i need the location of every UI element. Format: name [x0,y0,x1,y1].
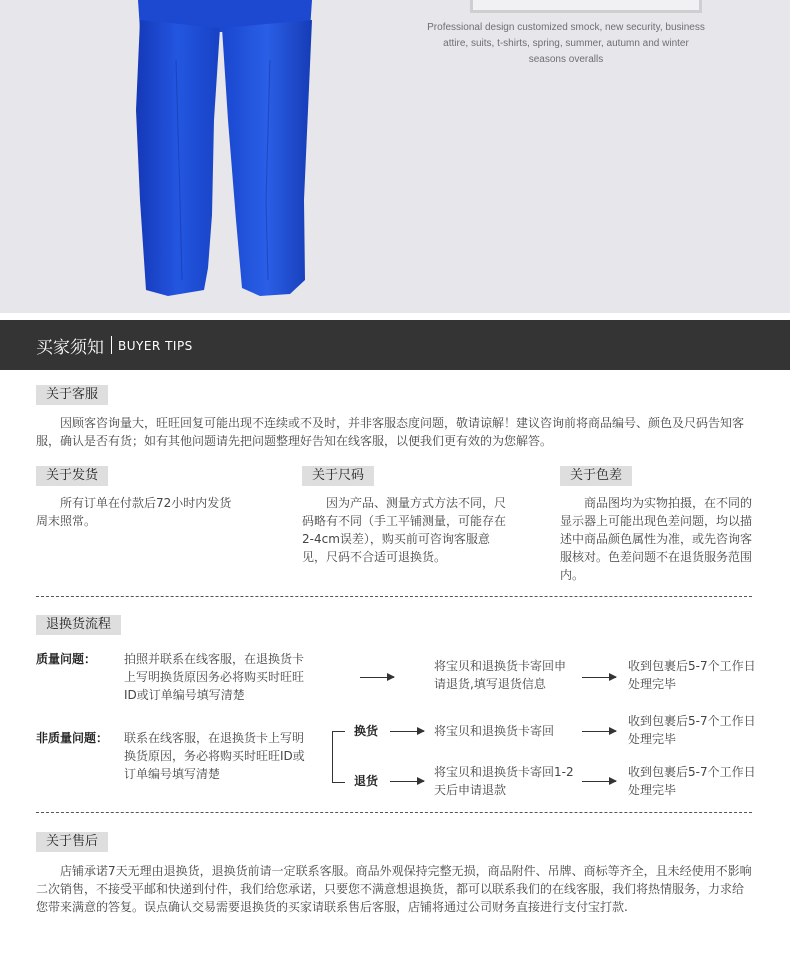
quality-step-process: 收到包裹后5-7个工作日处理完毕 [628,659,756,691]
return-label: 退货 [354,774,379,788]
exchange-step: 将宝贝和退换货卡寄回 [434,724,555,738]
exchange-result: 收到包裹后5-7个工作日处理完毕 [628,714,756,746]
return-step: 将宝贝和退换货卡寄回1-2天后申请退款 [434,765,574,797]
exchange-label: 换货 [354,724,379,738]
product-photo [0,0,790,313]
arrow-icon [390,731,424,732]
customer-service-tag: 关于客服 [36,385,108,405]
non-quality-issue-desc: 联系在线客服，在退换货卡上写明换货原因，务必将购买时旺旺ID或订单编号填写清楚 [124,731,305,781]
customer-service-text: 因顾客咨询量大，旺旺回复可能出现不连续或不及时，并非客服态度问题，敬请谅解！建议咨询前将商品编号、颜色及尺码告知客服，确认是否有货；如有其他问题请先把问题整理好告知在线客服，以便我们更有效的为您解答。 [36,416,745,448]
shipping-tag: 关于发货 [36,466,108,486]
banner-title: 买家须知 [36,338,104,358]
after-sales-text: 店铺承诺7天无理由退换货，退换货前请一定联系客服。商品外观保持完整无损，商品附件、吊牌、商标等齐全，且未经使用不影响二次销售，不接受平邮和快递到付件，我们给您承诺，只要您不满意想退换货，都可以联系我们的在线客服，我们将热情服务，力求给您带来满意的答复。误点确认交易需要退换货的买家请联系售后客服，店铺将通过公司财务直接进行支付宝打款. [36,864,752,914]
color-diff-tag: 关于色差 [560,466,632,486]
size-text: 因为产品、测量方式方法不同，尺码略有不同（手工平铺测量，可能存在2-4cm误差），购买前可咨询客服意见，尺码不合适可退换货。 [302,496,507,564]
divider-line [36,596,752,597]
banner-subtitle: BUYER TIPS [118,339,193,353]
return-flow-tag: 退换货流程 [36,615,121,635]
size-tag: 关于尺码 [302,466,374,486]
quality-issue-desc: 拍照并联系在线客服，在退换货卡上写明换货原因务必将购买时旺旺ID或订单编号填写清楚 [124,652,305,702]
flow-bracket [332,731,345,783]
banner-divider [111,336,112,354]
quality-step-send-back: 将宝贝和退换货卡寄回申请退货,填写退货信息 [434,659,567,691]
return-result: 收到包裹后5-7个工作日处理完毕 [628,765,756,797]
arrow-icon [582,677,616,678]
non-quality-issue-label: 非质量问题： [36,731,109,745]
shipping-text: 所有订单在付款后72小时内发货周末照常。 [36,496,232,528]
after-sales-tag: 关于售后 [36,832,108,852]
color-diff-text: 商品图均为实物拍摄，在不同的显示器上可能出现色差问题，均以描述中商品颜色属性为准，或先咨询客服核对。色差问题不在退货服务范围内。 [560,496,753,582]
divider-line [36,812,752,813]
arrow-icon [390,781,424,782]
buyer-tips-banner [0,320,790,370]
hero-caption: Professional design customized smock, new security, business attire, suits, t-shirts, spring, summer, autumn and winter seasons overalls [427,22,705,65]
arrow-icon [582,731,616,732]
arrow-icon [582,781,616,782]
arrow-icon [360,677,394,678]
quality-issue-label: 质量问题： [36,652,97,666]
caption-card [470,0,702,13]
